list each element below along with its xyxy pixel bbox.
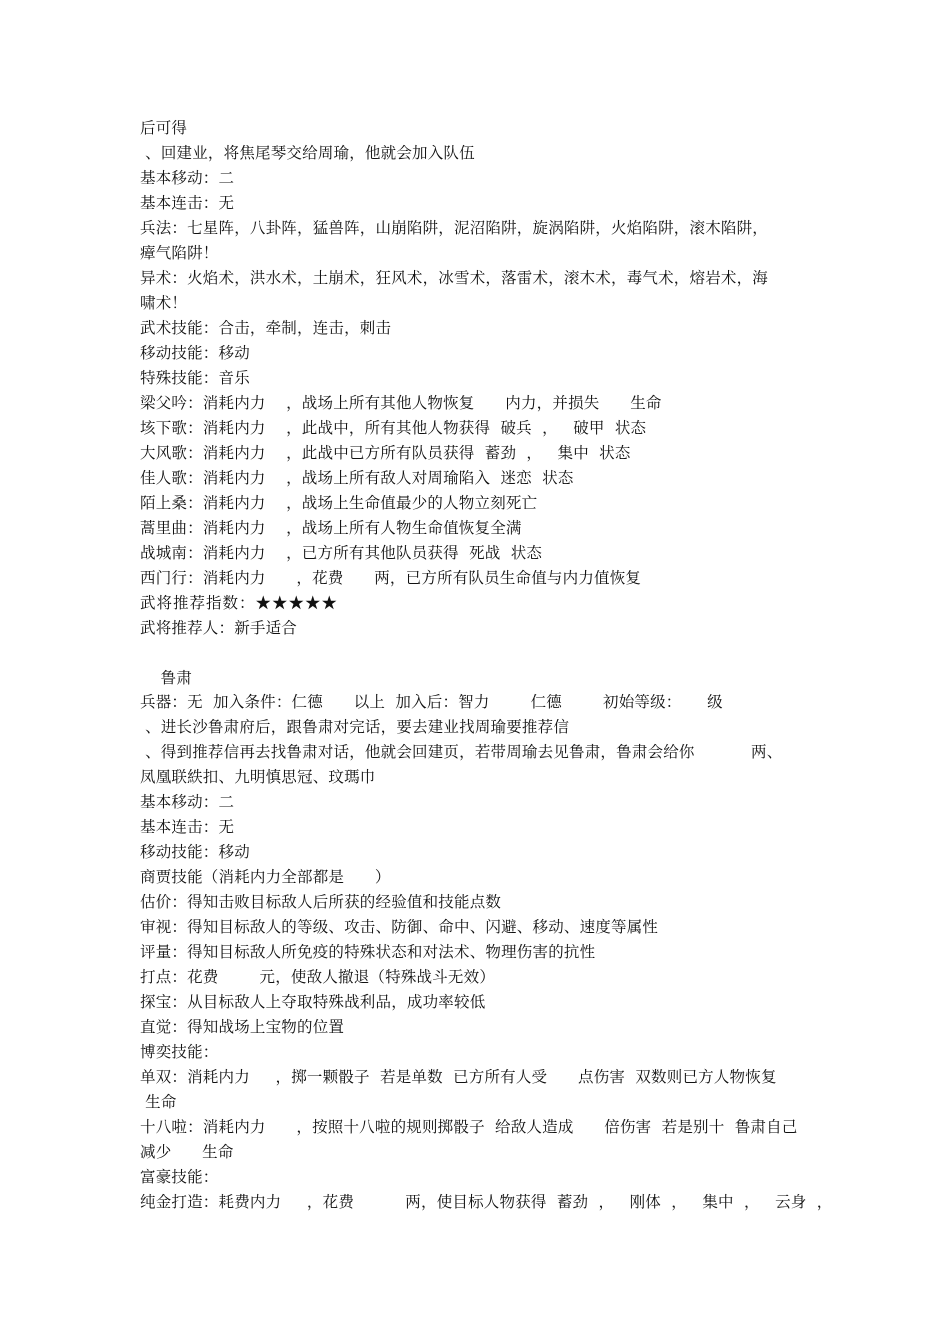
text-line: 探宝：从目标敌人上夺取特殊战利品，成功率较低 [140,993,486,1011]
text-line: 啸术！ [140,294,188,312]
text-line: 直觉：得知战场上宝物的位置 [140,1018,345,1036]
text-line: 、进长沙鲁肃府后，跟鲁肃对完话，要去建业找周瑜要推荐信 [140,718,570,736]
text-line: 博奕技能： [140,1043,219,1061]
recommend-rating: 武将推荐指数：★★★★★ [140,594,339,612]
text-line: 基本移动：二 [140,169,235,187]
text-line: 兵器：无 加入条件：仁德 以上 加入后：智力 仁德 初始等级： 级 [140,693,723,711]
text-line: 大风歌：消耗内力 ，此战中已方所有队员获得 蓄劲 ， 集中 状态 [140,444,631,462]
text-line: 陌上桑：消耗内力 ，战场上生命值最少的人物立刻死亡 [140,494,538,512]
text-line: 、回建业，将焦尾琴交给周瑜，他就会加入队伍 [140,144,475,162]
text-line: 蒿里曲：消耗内力 ，战场上所有人物生命值恢复全满 [140,519,522,537]
text-line: 单双：消耗内力 ，掷一颗骰子 若是单数 已方所有人受 点伤害 双数则已方人物恢复 [140,1068,777,1086]
text-line: 凤凰联紩扣、九明慎思冠、玟瑪巾 [140,768,376,786]
text-line: 特殊技能：音乐 [140,369,250,387]
text-line: 移动技能：移动 [140,843,250,861]
text-line: 战城南：消耗内力 ，已方所有其他队员获得 死战 状态 [140,544,543,562]
text-line: 审视：得知目标敌人的等级、攻击、防御、命中、闪避、移动、速度等属性 [140,918,659,936]
text-line: 评量：得知目标敌人所免疫的特殊状态和对法术、物理伤害的抗性 [140,943,596,961]
text-line: 瘴气陷阱！ [140,244,219,262]
text-line: 佳人歌：消耗内力 ，战场上所有敌人对周瑜陷入 迷恋 状态 [140,469,574,487]
text-line: 移动技能：移动 [140,344,250,362]
text-line: 基本移动：二 [140,793,235,811]
text-line: 后可得 [140,119,188,137]
text-line: 纯金打造：耗费内力 ，花费 两，使目标人物获得 蓄劲 ， 刚体 ， 集中 ， 云身 ， [140,1193,833,1211]
text-line: 商贾技能（消耗内力全部都是 ） [140,868,391,886]
text-line: 异术：火焰术，洪水术，土崩术，狂风术，冰雪术，落雷术，滚木术，毒气术，熔岩术，海 [140,269,769,287]
text-line: 减少 生命 [140,1143,234,1161]
text-line: 武将推荐人：新手适合 [140,619,298,637]
text-line: 打点：花费 元，使敌人撤退（特殊战斗无效） [140,968,496,986]
text-line: 基本连击：无 [140,818,235,836]
text-line: 垓下歌：消耗内力 ，此战中，所有其他人物获得 破兵 ， 破甲 状态 [140,419,647,437]
text-line: 武术技能：合击，牵制，连击，刺击 [140,319,392,337]
section-heading: 鲁肃 [140,669,192,687]
text-line: 梁父吟：消耗内力 ，战场上所有其他人物恢复 内力，并损失 生命 [140,394,662,412]
text-line: 、得到推荐信再去找鲁肃对话，他就会回建页，若带周瑜去见鲁肃，鲁肃会给你 两、 [140,743,783,761]
text-line: 富豪技能： [140,1168,219,1186]
text-line: 生命 [140,1093,177,1111]
text-line: 估价：得知击败目标敌人后所获的经验值和技能点数 [140,893,502,911]
text-line: 兵法：七星阵，八卦阵，猛兽阵，山崩陷阱，泥沼陷阱，旋涡陷阱，火焰陷阱，滚木陷阱， [140,219,769,237]
text-line: 西门行：消耗内力 ，花费 两，已方所有队员生命值与内力值恢复 [140,569,642,587]
text-line: 十八啦：消耗内力 ，按照十八啦的规则掷骰子 给敌人造成 倍伤害 若是别十 鲁肃自己 [140,1118,798,1136]
text-line: 基本连击：无 [140,194,235,212]
